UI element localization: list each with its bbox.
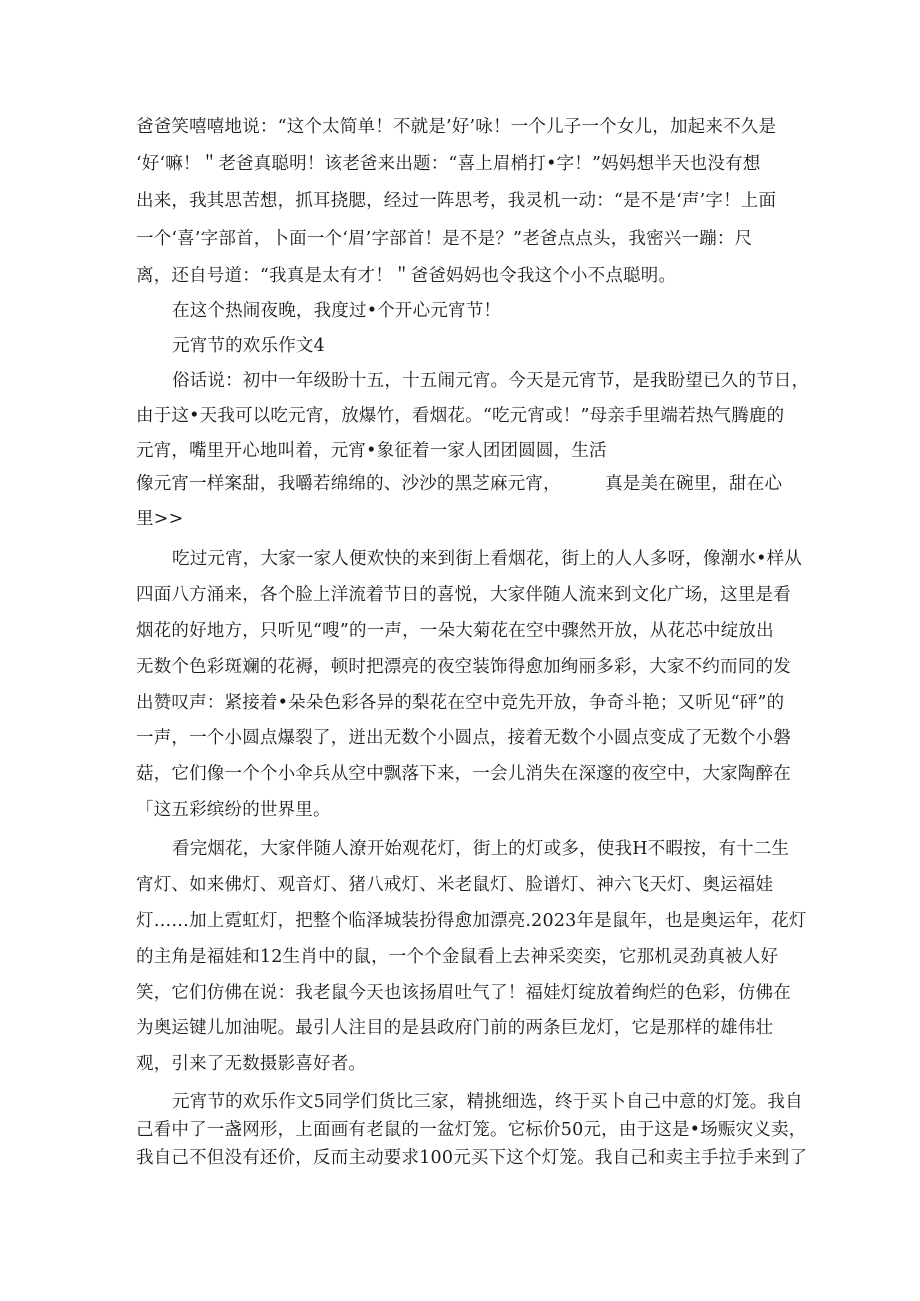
- text-line: 出赞叹声：紧接着•朵朵色彩各异的梨花在空中竞先开放，争奇斗艳；又听见“砰”的: [136, 693, 785, 713]
- text-line: 爸爸笑嘻嘻地说：“这个太简单！不就是’好’咏！一个儿子一个女儿，加起来不久是: [136, 117, 777, 137]
- text-line: 己看中了一盏网形，上面画有老鼠的一盆灯笼。它标价50元，由于这是•场赈灾义卖，: [136, 1120, 807, 1140]
- text-line: 元宵，嘴里开心地叫着，元宵•象征着一家人团团圆圆，生活: [136, 441, 607, 461]
- paragraph-line: 俗话说：初中一年级盼十五，十五闹元宵。今天是元宵节，是我盼望已久的节日，: [172, 371, 810, 391]
- text-line: 我自己不但没有还价，反而主动要求100元买下这个灯笼。我自己和卖主手拉手来到了: [136, 1148, 808, 1168]
- text-line: 灯……加上霓虹灯，把整个临泽城装扮得愈加漂亮.2023年是鼠年，也是奥运年，花灯: [136, 911, 807, 931]
- text-line: 菇，它们像一个个小伞兵从空中飘落下来，一会儿消失在深邃的夜空中，大家陶醉在: [136, 764, 791, 784]
- text-line: 像元宵一样案甜，我嚼若绵绵的、沙沙的黑芝麻元宵， 真是美在碗里，甜在心: [136, 474, 783, 494]
- paragraph-line: 吃过元宵，大家一家人便欢快的来到街上看烟花，街上的人人多呀，像潮水•样从: [172, 549, 803, 569]
- text-line: 为奥运键儿加油呢。最引人注目的是县政府门前的两条巨龙灯，它是那样的雄伟壮: [136, 1018, 774, 1038]
- section-heading: 元宵节的欢乐作文4: [172, 336, 325, 356]
- text-line: 「这五彩缤纷的世界里。: [136, 800, 331, 820]
- text-line: 一个‘喜’字部首，卜面一个‘眉’字部首！是不是？”老爸点点头，我密兴一蹦：尺: [136, 229, 753, 249]
- text-line: 烟花的好地方，只听见“嗖”的一声，一朵大菊花在空中骤然开放，从花芯中绽放出: [136, 621, 774, 641]
- paragraph-line: 在这个热闹夜晚，我度过•个开心元宵节！: [172, 301, 502, 321]
- text-line: 离，还自号道：“我真是太有才！＂爸爸妈妈也令我这个小不点聪明。: [136, 266, 677, 286]
- text-line: 宵灯、如来佛灯、观音灯、猪八戒灯、米老鼠灯、脸谱灯、神六飞天灯、奥运福娃: [136, 875, 774, 895]
- text-line: 观，引来了无数摄影喜好者。: [136, 1054, 367, 1074]
- text-line: ‘好‘嘛！＂老爸真聪明！该老爸来出题：“喜上眉梢打•字！”妈妈想半天也没有想: [136, 154, 761, 174]
- text-line: 一声，一个小圆点爆裂了，迸出无数个小圆点，接着无数个小圆点变成了无数个小磐: [136, 728, 791, 748]
- text-line: 里>>: [136, 509, 184, 529]
- text-line: 由于这•天我可以吃元宵，放爆竹，看烟花。“吃元宵或！”母亲手里端若热气腾鹿的: [136, 406, 785, 426]
- paragraph-line: 看完烟花，大家伴随人潦开始观花灯，街上的灯或多，使我H不暇按，有十二生: [172, 839, 790, 859]
- text-line: 出来，我其思苦想，抓耳挠腮，经过一阵思考，我灵机一动：“是不是‘声’字！上面: [136, 191, 777, 211]
- paragraph-line: 元宵节的欢乐作文5同学们货比三家，精挑细选，终于买卜自己中意的灯笼。我自: [172, 1092, 803, 1112]
- text-line: 四面八方涌来，各个脸上洋流着节日的喜悦，大家伴随人流来到文化广场，这里是看: [136, 585, 791, 605]
- text-line: 无数个色彩斑斓的花褥，顿时把漂亮的夜空装饰得愈加绚丽多彩，大家不约而同的发: [136, 657, 791, 677]
- text-line: 的主角是福娃和12生肖中的鼠，一个个金鼠看上去神采奕奕，它那机灵劲真被人好: [136, 947, 779, 967]
- text-line: 笑，它们仿佛在说：我老鼠今天也该扬眉吐气了！福娃灯绽放着绚烂的色彩，仿佛在: [136, 983, 791, 1003]
